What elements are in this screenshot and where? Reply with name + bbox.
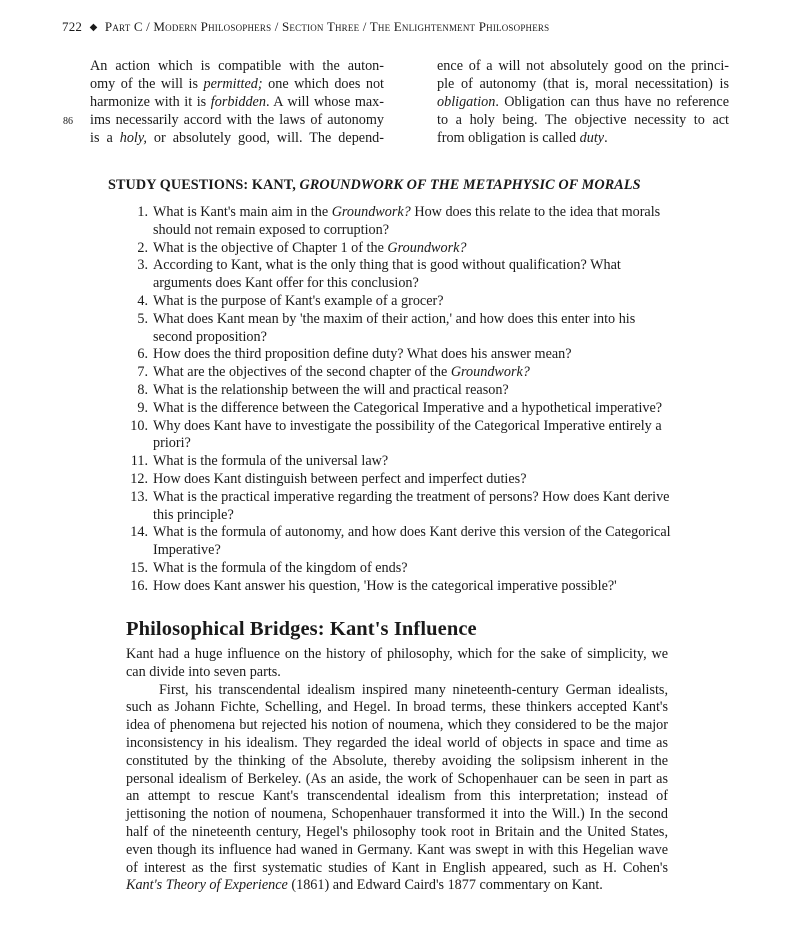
text-line: ims necessarily accord with the laws of autonomy — [90, 112, 384, 128]
list-item: 7. What are the objectives of the second chapter of the Groundwork? — [137, 364, 530, 381]
study-questions-title: STUDY QUESTIONS: KANT, GROUNDWORK OF THE METAPHYSIC OF MORALS — [108, 177, 641, 193]
diamond-icon: ◆ — [89, 22, 98, 33]
list-item: 13. What is the practical imperative regarding the treatment of persons? How does Kant derive this principle? — [130, 488, 670, 523]
list-item: 15. What is the formula of the kingdom of ends? — [130, 559, 408, 576]
text-line: to a holy being. The objective necessity to act — [437, 112, 729, 128]
running-header — [62, 19, 762, 35]
list-item: 12. How does Kant distinguish between perfect and imperfect duties? — [130, 470, 527, 487]
text-line: An action which is compatible with the auton- — [90, 58, 384, 74]
page-number: 722 — [62, 19, 83, 34]
left-column — [90, 57, 384, 147]
paragraph: First, his transcendental idealism inspired many nineteenth-century German idealists, such as Johann Fichte, Schelling, and Hegel. In broad terms, these thinkers accepted Kant's idea of phenomena but rejected his notion of noumena, which they considered to be the major inconsistency in his idealism. They regarded the ideal world of objects in space and time as constituted by the thinking of the Absolute, thereby avoiding the solipsism inherent in the personal idealism of Berkeley. (As an aside, the work of Schopenhauer can be seen in part as an attempt to rescue Kant's transcendental idealism from this interpretation; instead of jettisoning the notion of noumena, Schopenhauer transformed it into the Will.) In the second half of the nineteenth century, Hegel's philosophy took root in Britain and the United States, even though its influence had waned in Germany. Kant was swept in with this Hegelian wave of interest as the first systematic studies of Kant in English appeared, such as H. Cohen's Kant's Theory of Experience (1861) and Edward Caird's 1877 commentary on Kant. — [126, 681, 668, 894]
margin-number: 86 — [63, 116, 73, 127]
list-item: 1. What is Kant's main aim in the Groundwork? How does this relate to the idea that morals should not remain exposed to corruption? — [137, 204, 661, 238]
list-item: 3. According to Kant, what is the only thing that is good without qualification? What arguments does Kant offer for this conclusion? — [137, 257, 621, 292]
right-column — [437, 57, 729, 147]
section-heading: Philosophical Bridges: Kant's Influence — [126, 618, 477, 640]
list-item: 14. What is the formula of autonomy, and how does Kant derive this version of the Categorical Imperative? — [130, 524, 671, 559]
text-line: obligation. Obligation can thus have no reference — [437, 94, 729, 110]
text-line: is a holy, or absolutely good, will. The depend- — [90, 130, 384, 146]
list-item: 16. How does Kant answer his question, 'How is the categorical imperative possible?' — [130, 577, 617, 594]
list-item: 11. What is the formula of the universal law? — [130, 453, 389, 470]
list-item: 9. What is the difference between the Categorical Imperative and a hypothetical imperative? — [137, 399, 663, 416]
list-item: 6. How does the third proposition define duty? What does his answer mean? — [137, 346, 572, 363]
list-item: 5. What does Kant mean by 'the maxim of their action,' and how does this enter into his second proposition? — [137, 310, 636, 345]
list-item: 2. What is the objective of Chapter 1 of the Groundwork? — [137, 239, 467, 256]
text-line: from obligation is called duty. — [437, 130, 608, 146]
list-item: 4. What is the purpose of Kant's example of a grocer? — [137, 292, 444, 309]
paragraph: Kant had a huge influence on the history of philosophy, which for the sake of simplicity, we can divide into seven parts. — [126, 646, 668, 680]
text-line: omy of the will is permitted; one which does not — [90, 76, 384, 92]
body-text — [126, 646, 668, 895]
text-line: ence of a will not absolutely good on the princi- — [437, 58, 729, 74]
list-item: 8. What is the relationship between the will and practical reason? — [137, 381, 509, 398]
list-item: 10. Why does Kant have to investigate the possibility of the Categorical Imperative entirely a priori? — [130, 417, 662, 452]
text-line: harmonize with it is forbidden. A will whose max- — [90, 94, 384, 110]
text-line: ple of autonomy (that is, moral necessitation) is — [437, 76, 729, 92]
study-questions-list — [126, 204, 671, 596]
running-head-title: Part C / Modern Philosophers / Section Three / The Enlightenment Philosophers — [104, 19, 550, 34]
